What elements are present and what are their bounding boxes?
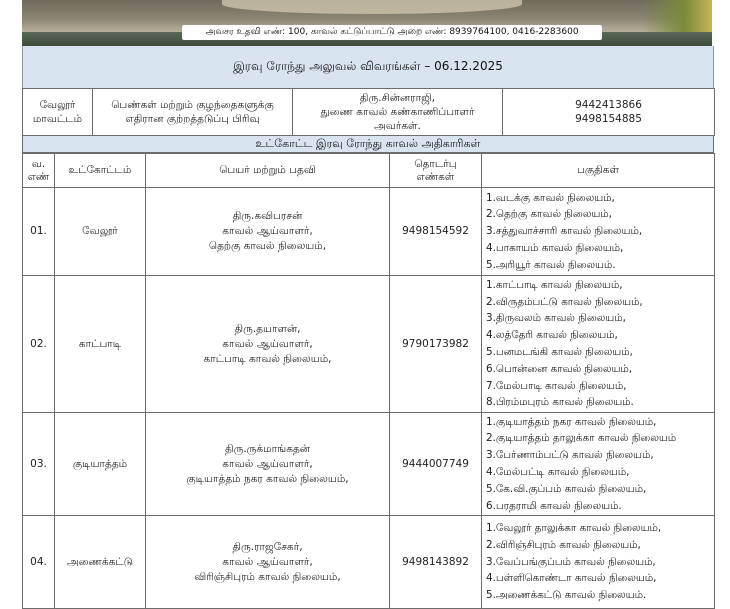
area-item: 3.திருவலம் காவல் நிலையம், bbox=[486, 312, 626, 325]
table-row bbox=[23, 276, 715, 413]
header-subdivision: உட்கோட்டம் bbox=[55, 154, 146, 188]
area-item: 4.லத்தேரி காவல் நிலையம், bbox=[486, 329, 618, 342]
header-sno bbox=[23, 154, 55, 188]
area-item: 3.சத்துவாச்சாரி காவல் நிலையம், bbox=[486, 225, 643, 238]
area-item: 3.வேப்பங்குப்பம் காவல் நிலையம், bbox=[486, 555, 656, 568]
name-line: திரு.ராஜசேகர், bbox=[232, 540, 303, 553]
name-line: காவல் ஆய்வாளர், bbox=[222, 337, 313, 350]
sno-cell: 04. bbox=[23, 516, 55, 609]
area-item: 5.கே.வி.குப்பம் காவல் நிலையம், bbox=[486, 482, 647, 495]
district-officer-table bbox=[22, 88, 715, 136]
subdivision-cell: அணைக்கட்டு bbox=[55, 516, 146, 609]
name-cell bbox=[146, 188, 390, 276]
name-line: திரு.ருக்மாங்கதன் bbox=[225, 442, 310, 455]
phone-cell: 9498154592 bbox=[390, 188, 482, 276]
name-line: திரு.கவிபரசன் bbox=[232, 210, 303, 222]
phone-cell: 9790173982 bbox=[390, 276, 482, 413]
district-cell bbox=[23, 89, 93, 136]
area-item: 6.பரதராமி காவல் நிலையம். bbox=[486, 499, 622, 512]
header-areas: பகுதிகள் bbox=[482, 154, 715, 188]
table-row bbox=[23, 413, 715, 516]
header-text: வ. bbox=[31, 157, 46, 170]
officer-line: திரு.சின்னராஜி, bbox=[359, 92, 436, 104]
name-line: விரிஞ்சிபுரம் காவல் நிலையம், bbox=[194, 570, 341, 583]
area-item: 6.பொன்னை காவல் நிலையம், bbox=[486, 362, 633, 375]
fort-silhouette bbox=[222, 0, 522, 14]
district-officer-row bbox=[23, 89, 715, 136]
area-item: 2.குடியாத்தம் தாலுக்கா காவல் நிலையம் bbox=[486, 432, 677, 445]
officer-line: அவர்கள். bbox=[374, 120, 421, 132]
sno-cell: 02. bbox=[23, 276, 55, 413]
area-item: 1.குடியாத்தம் நகர காவல் நிலையம், bbox=[486, 415, 657, 428]
wing-cell bbox=[93, 89, 293, 136]
phone-cell bbox=[503, 89, 715, 136]
name-line: தெற்கு காவல் நிலையம், bbox=[208, 240, 327, 252]
header-text: எண்கள் bbox=[416, 170, 455, 183]
area-item: 4.பாகாயம் காவல் நிலையம், bbox=[486, 241, 624, 254]
area-item: 2.விருதம்பட்டு காவல் நிலையம், bbox=[486, 295, 643, 308]
phone-cell: 9498143892 bbox=[390, 516, 482, 609]
area-item: 4.பள்ளிகொண்டா காவல் நிலையம், bbox=[486, 572, 657, 585]
subdivision-cell: வேலூர் bbox=[55, 188, 146, 276]
helpline-text: அவசர உதவி எண்: 100, காவல் கட்டுப்பாட்டு அறை எண்: 8939764100, 0416-2283600 bbox=[182, 25, 602, 40]
area-item: 4.மேல்பட்டி காவல் நிலையம், bbox=[486, 466, 630, 478]
area-item: 3.பேர்ணாம்பட்டு காவல் நிலையம், bbox=[486, 449, 654, 462]
officer-cell bbox=[293, 89, 503, 136]
name-cell bbox=[146, 276, 390, 413]
name-line: குடியாத்தம் நகர காவல் நிலையம், bbox=[186, 472, 349, 485]
area-item: 5.அணைக்கட்டு காவல் நிலையம். bbox=[486, 589, 647, 602]
table-row bbox=[23, 516, 715, 609]
name-line: காவல் ஆய்வாளர், bbox=[222, 555, 313, 568]
name-cell bbox=[146, 413, 390, 516]
header-text: எண் bbox=[27, 170, 50, 183]
phone-number: 9442413866 bbox=[575, 99, 642, 111]
subdivision-cell: காட்பாடி bbox=[55, 276, 146, 413]
area-item: 2.விரிஞ்சிபுரம் காவல் நிலையம், bbox=[486, 538, 641, 551]
table-header-row bbox=[23, 154, 715, 188]
name-line: காட்பாடி காவல் நிலையம், bbox=[203, 352, 332, 365]
area-item: 8.பிரம்மபுரம் காவல் நிலையம். bbox=[486, 396, 634, 409]
area-item: 1.வடக்கு காவல் நிலையம், bbox=[486, 191, 615, 204]
subdivision-cell: குடியாத்தம் bbox=[55, 413, 146, 516]
sno-cell: 01. bbox=[23, 188, 55, 276]
wing-line: எதிரான குற்றத்தடுப்பு பிரிவு bbox=[125, 113, 260, 125]
sno-cell: 03. bbox=[23, 413, 55, 516]
phone-cell: 9444007749 bbox=[390, 413, 482, 516]
wing-line: பெண்கள் மற்றும் குழந்தைகளுக்கு bbox=[111, 99, 274, 111]
areas-cell bbox=[482, 276, 715, 413]
phone-number: 9498154885 bbox=[575, 113, 642, 125]
area-item: 5.பனமடங்கி காவல் நிலையம், bbox=[486, 346, 633, 358]
name-line: காவல் ஆய்வாளர், bbox=[222, 457, 313, 470]
area-item: 2.தெற்கு காவல் நிலையம், bbox=[486, 208, 612, 221]
header-text: தொடர்பு bbox=[414, 157, 457, 170]
header-contact bbox=[390, 154, 482, 188]
areas-cell bbox=[482, 188, 715, 276]
area-item: 1.வேலூர் தாலுக்கா காவல் நிலையம், bbox=[486, 522, 662, 534]
name-cell bbox=[146, 516, 390, 609]
page-title: இரவு ரோந்து அலுவல் விவரங்கள் – 06.12.2025 bbox=[22, 46, 714, 88]
patrol-sheet bbox=[22, 46, 714, 609]
area-item: 5.அரியூர் காவல் நிலையம். bbox=[486, 258, 616, 271]
officer-line: துணை காவல் கண்காணிப்பாளர் bbox=[320, 106, 475, 118]
district-line: வேலூர் bbox=[39, 99, 76, 111]
areas-cell bbox=[482, 413, 715, 516]
name-line: திரு.தயாளன், bbox=[234, 322, 301, 335]
area-item: 7.மேல்பாடி காவல் நிலையம், bbox=[486, 379, 627, 392]
header-name: பெயர் மற்றும் பதவி bbox=[146, 154, 390, 188]
area-item: 1.காட்பாடி காவல் நிலையம், bbox=[486, 278, 623, 291]
header-banner-image bbox=[22, 0, 712, 46]
table-row bbox=[23, 188, 715, 276]
areas-cell bbox=[482, 516, 715, 609]
name-line: காவல் ஆய்வாளர், bbox=[222, 225, 313, 237]
district-line: மாவட்டம் bbox=[32, 113, 83, 125]
patrol-officers-table bbox=[22, 153, 715, 609]
section-title: உட்கோட்ட இரவு ரோந்து காவல் அதிகாரிகள் bbox=[22, 136, 714, 153]
